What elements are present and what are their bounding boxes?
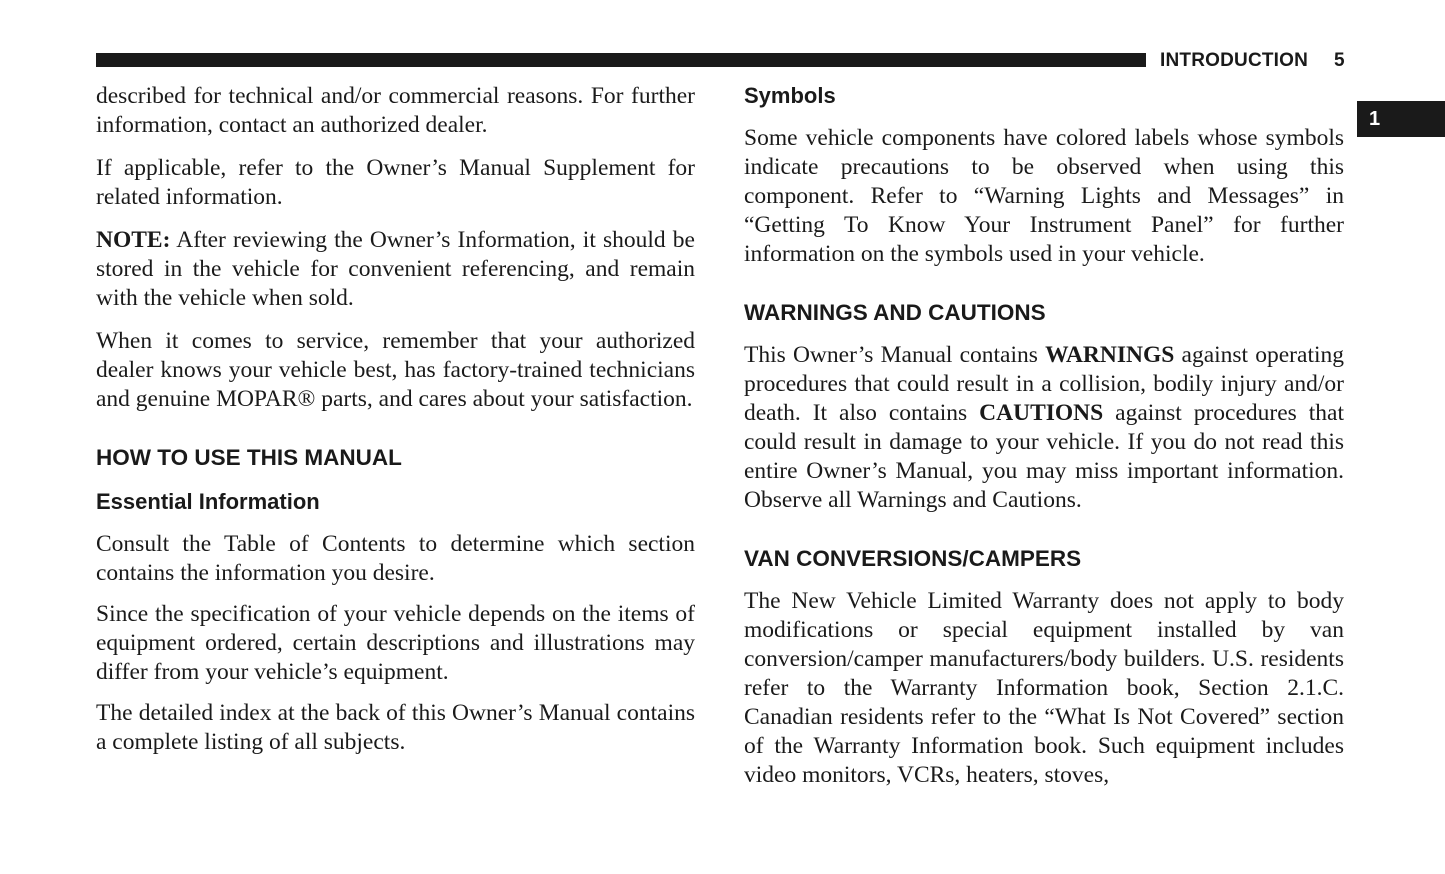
left-column [96,82,695,771]
heading-warnings-cautions: WARNINGS AND CAUTIONS [744,300,1046,325]
paragraph-service: When it comes to service, remember that your authorized dealer knows your vehicle best, has factory-trained technicians and genuine MOPAR® parts, and cares about your satisfaction. [96,328,695,412]
note-label: NOTE: [96,227,171,253]
warnings-text-c: against operating procedures that could result in a collision, bodily injury and/or death. It also contains [744,342,1344,426]
warnings-text-e: against procedures that could result in damage to your vehicle. If you do not read this entire Owner’s Manual, you may miss important information. Observe all Warnings and Cautions. [744,400,1345,513]
right-column [744,82,1344,804]
subheading-symbols: Symbols [744,83,836,108]
page-number: 5 [1334,50,1345,71]
paragraph-note [96,226,695,313]
header-rule [96,53,1146,67]
note-text: After reviewing the Owner’s Information, it should be stored in the vehicle for convenient referencing, and remain with the vehicle when sold. [96,227,695,311]
paragraph-symbols: Some vehicle components have colored labels whose symbols indicate precautions to be observed when using this component. Refer to “Warning Lights and Messages” in “Getting To Know Your Instrument Panel” for further information on the symbols used in your vehicle. [744,125,1344,267]
paragraph-supplement: If applicable, refer to the Owner’s Manual Supplement for related information. [96,155,695,210]
paragraph-dealer-info: described for technical and/or commercial reasons. For further information, contact an authorized dealer. [96,83,695,138]
paragraph-warnings [744,341,1344,515]
paragraph-specification: Since the specification of your vehicle depends on the items of equipment ordered, certain descriptions and illustrations may differ from your vehicle’s equipment. [96,601,695,685]
heading-van-conversions: VAN CONVERSIONS/CAMPERS [744,546,1082,571]
chapter-tab: 1 [1357,101,1445,137]
paragraph-table-of-contents: Consult the Table of Contents to determine which section contains the information you desire. [96,531,695,586]
paragraph-van-conversions: The New Vehicle Limited Warranty does not apply to body modifications or special equipment installed by van conversion/camper manufacturers/body builders. U.S. residents refer to the Warranty Information book, Section 2.1.C. Canadian residents refer to the “What Is Not Covered” section of the Warranty Information book. Such equipment includes video monitors, VCRs, heaters, stoves, [744,588,1344,788]
warnings-text-a: This Owner’s Manual contains [744,342,1046,368]
paragraph-index: The detailed index at the back of this Owner’s Manual contains a complete listing of all subjects. [96,700,695,755]
header-section-title: INTRODUCTION [1160,50,1309,71]
subheading-essential-information: Essential Information [96,489,320,514]
heading-how-to-use: HOW TO USE THIS MANUAL [96,445,402,470]
cautions-term: CAUTIONS [979,400,1104,426]
warnings-term: WARNINGS [1045,342,1175,368]
